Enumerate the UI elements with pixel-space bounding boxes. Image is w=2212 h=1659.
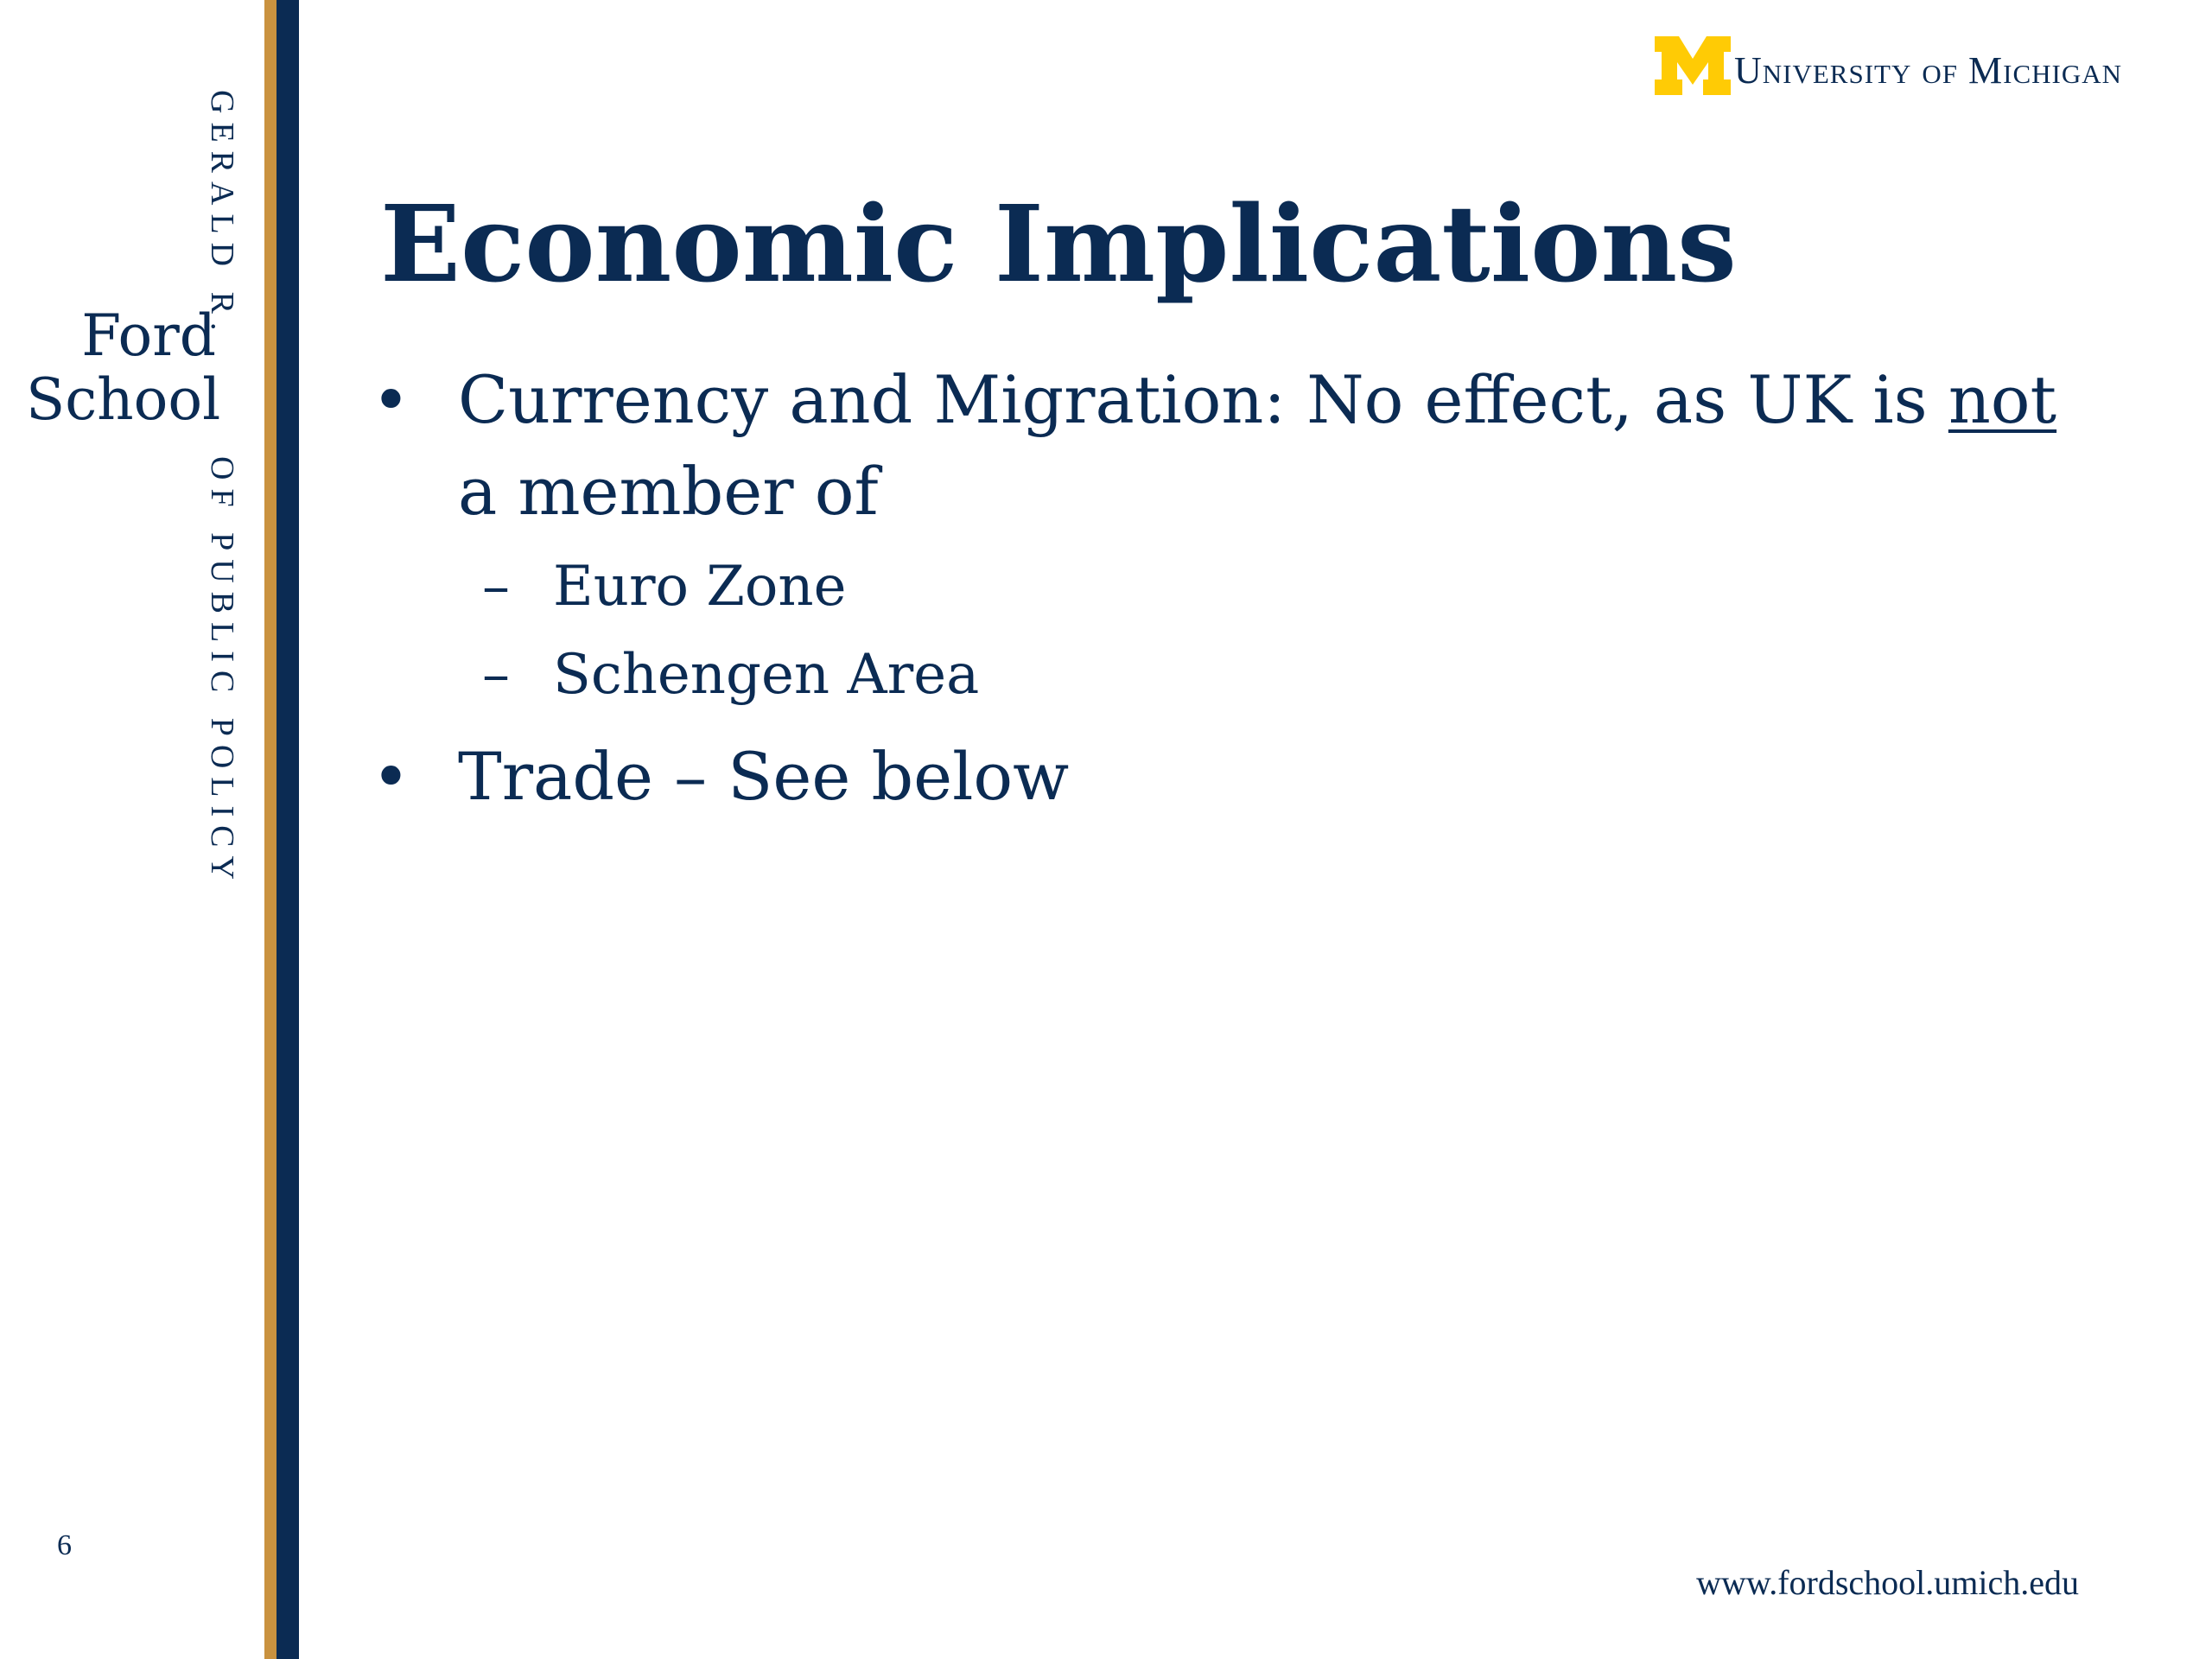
subbullet-text: Euro Zone	[553, 555, 847, 619]
gold-rail	[264, 0, 276, 1659]
bullet-text: Trade – See below	[458, 738, 1070, 815]
footer-url: www.fordschool.umich.edu	[1696, 1563, 2079, 1602]
bullet-text	[458, 361, 2056, 530]
subbullet-marker: –	[482, 555, 510, 619]
university-logo	[1655, 33, 2122, 95]
university-name: University of Michigan	[1734, 49, 2122, 92]
ford-school-wordmark	[26, 302, 221, 433]
brand-policy-text: OF PUBLIC POLICY	[204, 456, 240, 888]
bullet-item	[372, 731, 2091, 823]
block-m-logo-icon	[1655, 36, 1731, 95]
subbullet-text: Schengen Area	[553, 643, 980, 707]
brand-ford-text: Ford	[81, 302, 216, 369]
brand-school-text: School	[26, 366, 221, 433]
subbullet-item	[458, 631, 2091, 719]
underlined-word: not	[1948, 361, 2057, 438]
bullet-marker: •	[372, 361, 410, 438]
subbullet-marker: –	[482, 643, 510, 707]
page-number: 6	[57, 1529, 72, 1561]
bullet-marker: •	[372, 738, 410, 815]
bullet-list	[372, 354, 2091, 823]
bullet-text-end: a member of	[458, 453, 879, 530]
brand-gerald-text: GERALD R.	[204, 90, 240, 340]
slide-title: Economic Implications	[380, 181, 1737, 306]
subbullet-list	[458, 543, 2091, 719]
navy-rail	[276, 0, 299, 1659]
bullet-item	[372, 354, 2091, 719]
bullet-text-start: Currency and Migration: No effect, as UK is	[458, 361, 1948, 438]
subbullet-item	[458, 543, 2091, 631]
